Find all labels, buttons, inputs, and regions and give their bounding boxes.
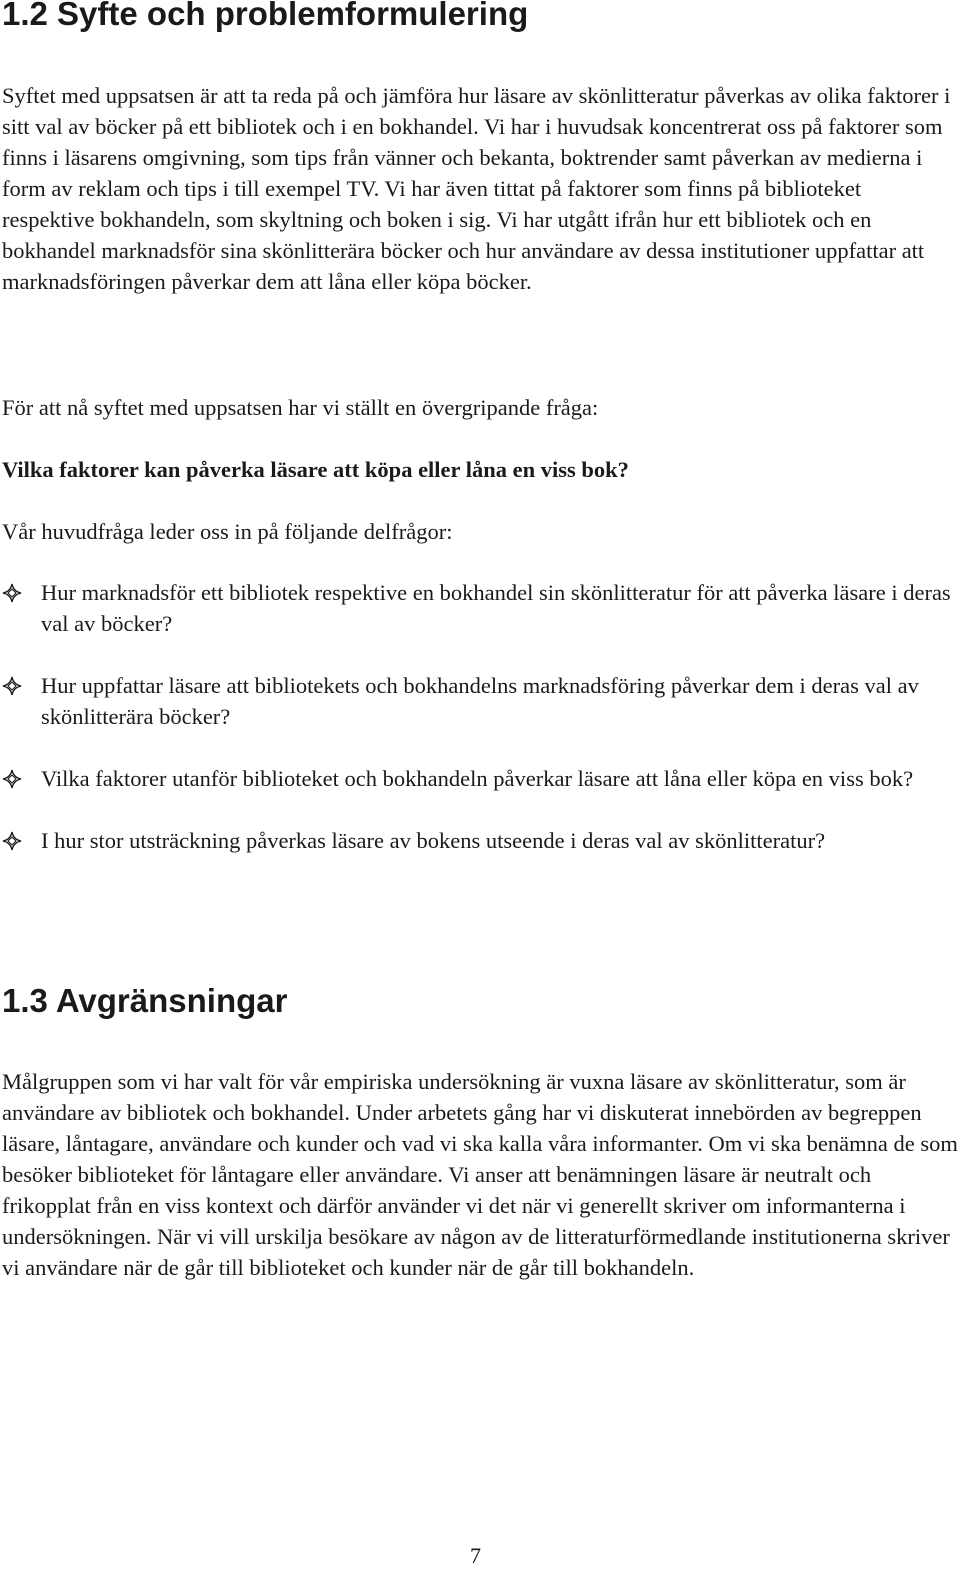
main-question: Vilka faktorer kan påverka läsare att köpa eller låna en viss bok?: [2, 457, 629, 482]
diamond-bullet-icon: [2, 676, 22, 696]
diamond-bullet-icon: [2, 583, 22, 603]
section-heading-syfte: 1.2 Syfte och problemformulering: [2, 0, 529, 32]
delimitations-paragraph: Målgruppen som vi har valt för vår empiriska undersökning är vuxna läsare av skönlitteratur, som är användare av bibliotek och bokhandel. Under arbetets gång har vi diskuterat innebörden av begreppen läsare, låntagare, användare och kunder och vad vi ska kalla våra informanter. Om vi ska benämna de som besöker biblioteket för låntagare eller användare. Vi anser att benämningen läsare är neutralt och frikopplat från en viss kontext och därför använder vi det när vi generellt skriver om informanterna i undersökningen. När vi vill urskilja besökare av någon av de litteraturförmedlande institutionerna skriver vi användare när de går till biblioteket och kunder när de går till bokhandeln.: [2, 1069, 958, 1280]
page-number: 7: [470, 1543, 481, 1568]
sub-question-item: [2, 825, 958, 856]
sub-question-text: Hur uppfattar läsare att bibliotekets och bokhandelns marknadsföring påverkar dem i deras val av skönlitterära böcker?: [41, 673, 919, 729]
sub-question-text: I hur stor utsträckning påverkas läsare av bokens utseende i deras val av skönlitteratur?: [41, 828, 826, 853]
sub-question-text: Vilka faktorer utanför biblioteket och bokhandeln påverkar läsare att låna eller köpa en viss bok?: [41, 766, 914, 791]
sub-question-item: [2, 670, 958, 732]
sub-question-item: [2, 577, 958, 639]
purpose-paragraph: Syftet med uppsatsen är att ta reda på och jämföra hur läsare av skönlitteratur påverkas av olika faktorer i sitt val av böcker på ett bibliotek och i en bokhandel. Vi har i huvudsak koncentrerat oss på faktorer som finns i läsarens omgivning, som tips från vänner och bekanta, boktrender samt påverkan av medierna i form av reklam och tips i till exempel TV. Vi har även tittat på faktorer som finns på biblioteket respektive bokhandeln, som skyltning och boken i sig. Vi har utgått ifrån hur ett bibliotek och en bokhandel marknadsför sina skönlitterära böcker och hur användare av dessa institutioner uppfattar att marknadsföringen påverkar dem att låna eller köpa böcker.: [2, 83, 951, 294]
section-heading-avgransningar: 1.3 Avgränsningar: [2, 982, 288, 1019]
sub-question-list: [2, 577, 958, 887]
sub-question-intro: Vår huvudfråga leder oss in på följande delfrågor:: [2, 519, 453, 544]
sub-question-item: [2, 763, 958, 794]
diamond-bullet-icon: [2, 831, 22, 851]
sub-question-text: Hur marknadsför ett bibliotek respektive en bokhandel sin skönlitteratur för att påverka läsare i deras val av böcker?: [41, 580, 951, 636]
question-intro-paragraph: För att nå syftet med uppsatsen har vi ställt en övergripande fråga:: [2, 395, 599, 420]
diamond-bullet-icon: [2, 769, 22, 789]
